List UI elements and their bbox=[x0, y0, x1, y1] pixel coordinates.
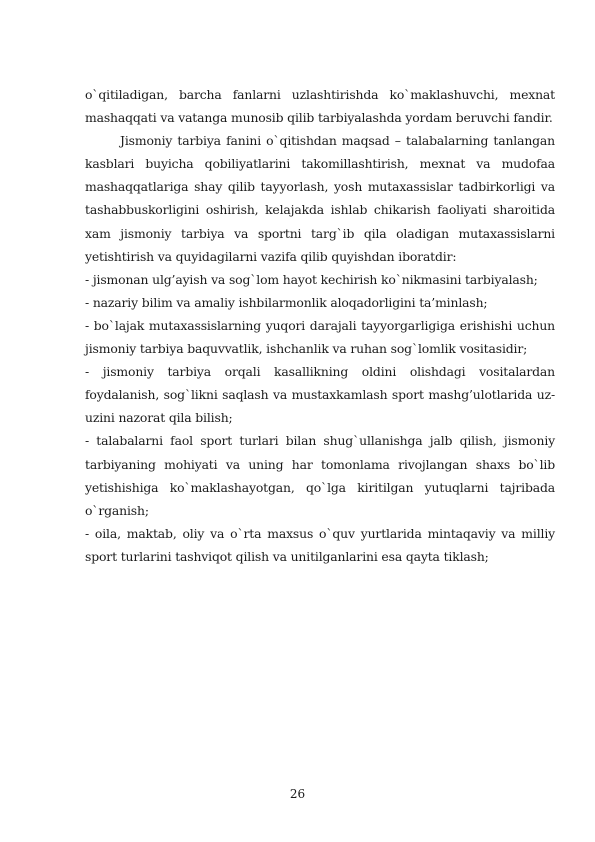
list-item-national-sports: - oila, maktab, oliy va o`rta maxsus o`quv yurtlarida mintaqaviy va milliy sport turlarini tashviqot qilish va unitilganlarini esa qayta tiklash; bbox=[85, 525, 555, 564]
list-item-disease-prevention: - jismoniy tarbiya orqali kasallikning oldini olishdagi vositalardan foydalanish, sog`likni saqlash va mustaxkamlash sport mashg’ulotlarida uz-uzini nazorat qila bilish; bbox=[85, 364, 555, 426]
paragraph-intro-continuation: o`qitiladigan, barcha fanlarni uzlashtirishda ko`maklashuvchi, mexnat mashaqqati va vatanga munosib qilib tarbiyalashda yordam beruvchi fandir. bbox=[85, 87, 555, 126]
list-item-physical-growth: - jismonan ulg’ayish va sog`lom hayot kechirish ko`nikmasini tarbiyalash; bbox=[85, 271, 538, 287]
page-number: 26 bbox=[289, 787, 306, 801]
list-item-specialist-training: - bo`lajak mutaxassislarning yuqori darajali tayyorgarligiga erishishi uchun jismoniy tarbiya baquvvatlik, ishchanlik va ruhan sog`lomlik vositasidir; bbox=[85, 317, 555, 357]
list-item-theory-practice: - nazariy bilim va amaliy ishbilarmonlik aloqadorligini ta’minlash; bbox=[85, 294, 488, 310]
list-item-sport-engagement: - talabalarni faol sport turlari bilan shug`ullanishga jalb qilish, jismoniy tarbiyaning mohiyati va uning har tomonlama rivojlangan shaxs bo`lib yetishishiga ko`maklashayotgan, qo`lga kiritilgan yutuqlarni tajribada o`rganish; bbox=[85, 433, 555, 518]
document-body bbox=[85, 83, 555, 568]
paragraph-goal: Jismoniy tarbiya fanini o`qitishdan maqsad – talabalarning tanlangan kasblari buyicha qobiliyatlarini takomillashtirish, mexnat va mudofaa mashaqqatlariga shay qilib tayyorlash, yosh mutaxassislar tadbirkorligi va tashabbuskorligini oshirish, kelajakda ishlab chikarish faoliyati sharoitida xam jismoniy tarbiya va sportni targ`ib qila oladigan mutaxassislarni yetishtirish va quyidagilarni vazifa qilib quyishdan iboratdir: bbox=[85, 133, 555, 264]
